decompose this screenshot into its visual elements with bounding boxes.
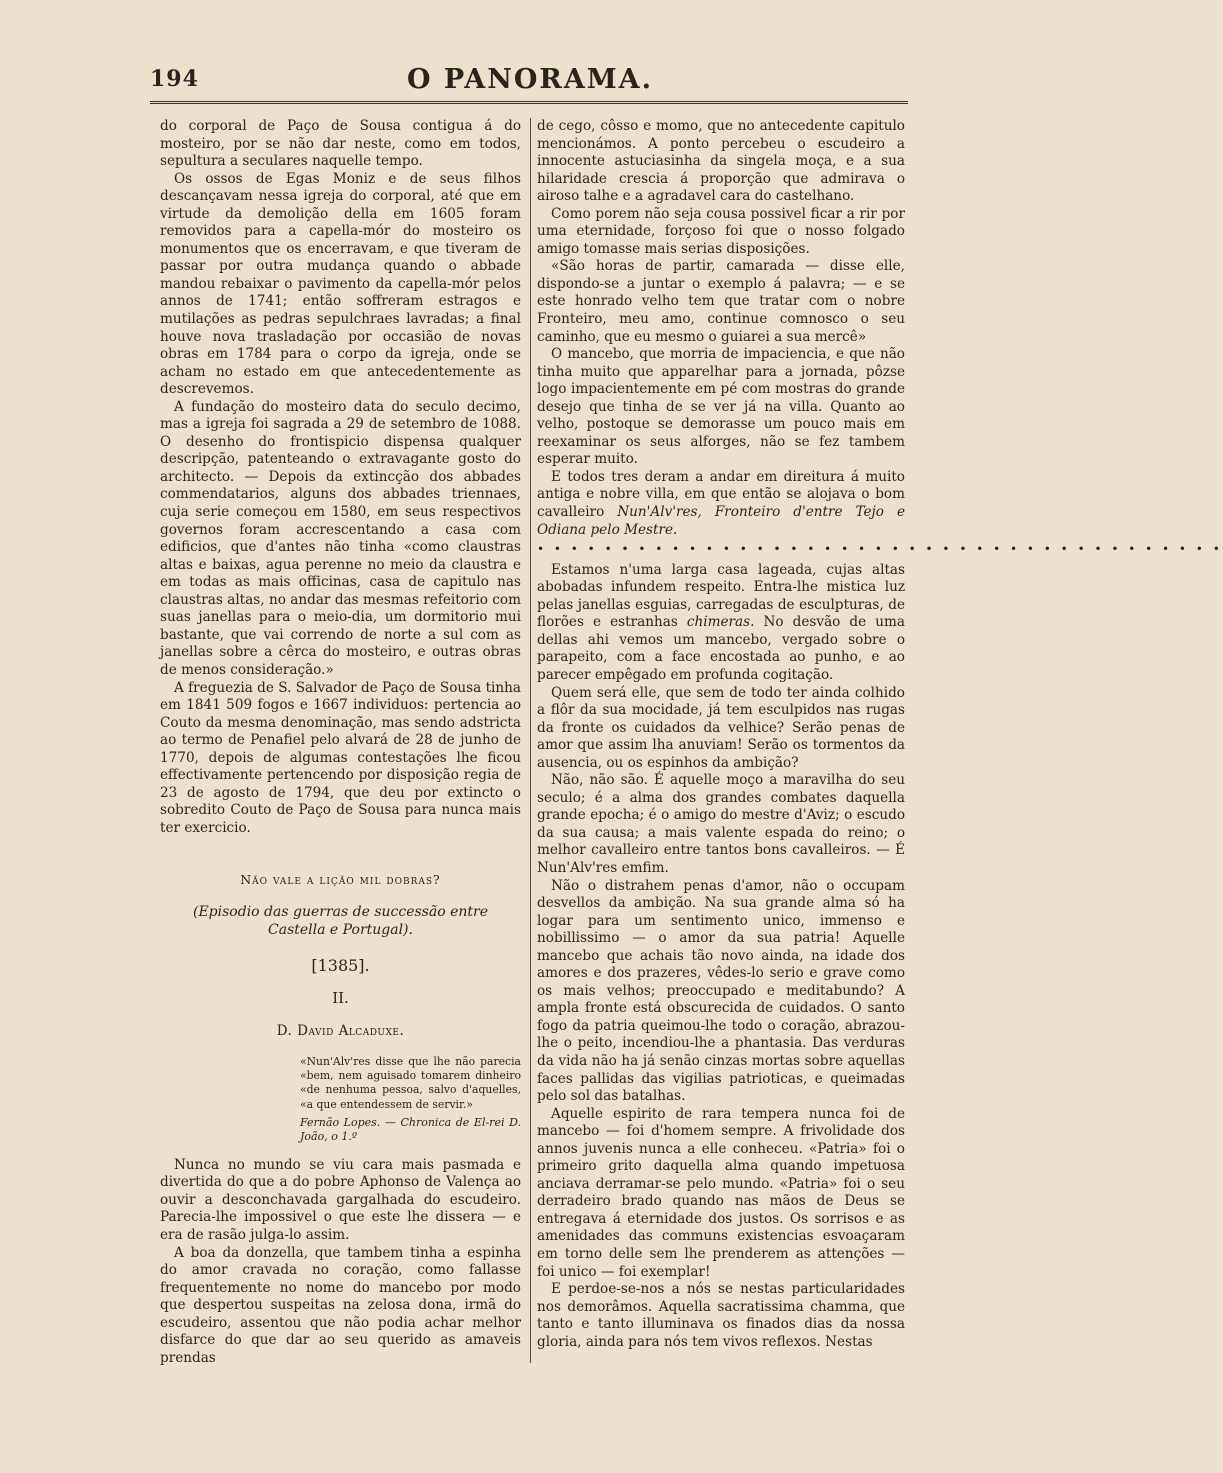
left-column [160,118,521,1367]
paragraph-text: Estamos n'uma larga casa lageada, cujas altas abobadas infundem respeito. Entra-lhe mistica luz pelas janellas esguias, carregadas de esculpturas, de florões e estranhas [537,561,905,631]
paragraph: Nunca no mundo se viu cara mais pasmada e divertida do que a do pobre Aphonso de Valença ao ouvir a desconchavada gargalhada do escudeiro. Parecia-lhe impossivel o que este lhe dissera — e era de rasão julga-lo assim. [160,1156,521,1243]
page-number: 194 [150,66,199,92]
author-name: D. David Alcaduxe. [276,1023,405,1040]
header-rule [150,101,908,104]
paragraph: de cego, côsso e momo, que no antecedente capitulo mencionámos. A ponto percebeu o escudeiro a innocente astuciasinha da singela moça, e a sua hilaridade crescia á proporção que admirava o airoso talhe e a agradavel cara do castelhano. [537,118,905,205]
paragraph: do corporal de Paço de Sousa contigua á do mosteiro, por se não dar neste, como em todos, sepultura a seculares naquelle tempo. [160,118,521,170]
column-divider [530,118,531,1363]
paragraph: Aquelle espirito de rara tempera nunca foi de mancebo — foi d'homem sempre. A frivolidade dos annos juvenis nunca a elle conheceu. «Patria» foi o primeiro grito daquella alma quando impetuosa anciava derramar-se pelo mundo. «Patria» foi o seu derradeiro brado quando nas mãos de Deus se entregava á eternidade dos justos. Os sorrisos e as amenidades das communs existencias esvoaçaram em torno delle sem lhe prenderem as attenções — foi unico — foi exemplar! [537,1105,905,1280]
epigraph: «Nun'Alv'res disse que lhe não parecia «bem, nem aguisado tomarem dinheiro «de nenhuma pessoa, salvo d'aquelles, «a que entendessem de servir.» [300,1054,521,1111]
paragraph-italic: Nun'Alv'res, Fronteiro d'entre Tejo e Odiana pelo Mestre. [537,504,906,538]
section-divider-dots: • • • • • • • • • • • • • • • • • • • • • • • • • • • • • • • • • • • • • • • • • [537,542,1223,557]
section-year: [1385]. [311,955,370,975]
chapter-number: II. [332,988,349,1007]
paragraph: A boa da donzella, que tambem tinha a espinha do amor cravada no coração, como fallasse frequentemente no nome do mancebo por modo que despertou suspeitas na zelosa dona, irmã do escudeiro, assentou que não podia achar melhor disfarce do que dar ao seu querido as amaveis prendas [160,1244,521,1366]
paragraph-text: . No desvão de uma dellas ahi vemos um mancebo, vergado sobre o parapeito, com a face encostada ao punho, e ao parecer empêgado em profunda cogitação. [537,614,905,683]
section-subtitle: (Episodio das guerras de successão entre Castella e Portugal). [193,903,488,938]
paragraph: Como porem não seja cousa possivel ficar a rir por uma eternidade, forçoso foi que o nosso folgado amigo tomasse mais serias disposições. [537,205,905,257]
paragraph: Os ossos de Egas Moniz e de seus filhos descançavam nessa igreja do corporal, até que em virtude da demolição della em 1605 foram removidos para a capella-mór do mosteiro os monumentos que os encerravam, e que tiveram de passar por outra mudança quando o abbade mandou rebaixar o pavimento da capella-mór pelos annos de 1741; então soffreram estragos e mutilações as pedras sepulchraes lavradas; a final houve nova trasladação por occasião de novas obras em 1784 para o corpo da igreja, onde se acham no estado em que antecedentemente as descrevemos. [160,170,521,398]
paragraph-italic: chimeras [686,614,751,631]
epigraph-source: Fernão Lopes. — Chronica de El-rei D. João, o 1.º [300,1115,521,1144]
paragraph: Não, não são. É aquelle moço a maravilha do seu seculo; é a alma dos grandes combates daquella grande epocha; é o amigo do mestre d'Aviz; o escudo da sua causa; a mais valente espada do reino; o melhor cavalleiro entre tantos bons cavalleiros. — É Nun'Alv'res emfim. [537,772,905,876]
paragraph [537,469,905,539]
paragraph: E perdoe-se-nos a nós se nestas particularidades nos demorâmos. Aquella sacratissima chamma, que tanto e tanto illuminava os finados dias da nossa gloria, ainda para nós tem vivos reflexos. Nestas [537,1281,905,1350]
paragraph: Não o distrahem penas d'amor, não o occupam desvellos da ambição. Na sua grande alma só ha logar para um sentimento unico, immenso e nobillissimo — o amor da sua patria! Aquelle mancebo que achais tão novo ainda, na idade dos amores e dos prazeres, vêdes-lo serio e grave como os mais velhos; preoccupado e meditabundo? A ampla fronte está obscurecida de cuidados. O santo fogo da patria queimou-lhe todo o coração, abrazou-lhe o peito, incendiou-lhe a phantasia. Das verduras da vida não ha já senão cinzas mortas sobre aquellas faces pallidas das vigilias patrioticas, e queimadas pelo sol das batalhas. [537,877,905,1105]
paragraph: Quem será elle, que sem de todo ter ainda colhido a flôr da sua mocidade, já tem esculpidos nas rugas da fronte os cuidados da velhice? Serão penas de amor que assim lha anuviam! Serão os tormentos da ausencia, ou os espinhos da ambição? [537,684,905,771]
paragraph: «São horas de partir, camarada — disse elle, dispondo-se a juntar o exemplo á palavra; — e se este honrado velho tem que tratar com o nobre Fronteiro, meu amo, continue comnosco o seu caminho, que eu mesmo o guiarei a sua mercê» [537,258,905,345]
paragraph [537,562,905,685]
paragraph: A fundação do mosteiro data do seculo decimo, mas a igreja foi sagrada a 29 de setembro de 1088. O desenho do frontispicio dispensa qualquer descripção, patenteando o extravagante gosto do architecto. — Depois da extincção dos abbades commendatarios, alguns dos abbades triennaes, cuja serie começou em 1580, em seus respectivos governos foram accrescentando a casa com edificios, que d'antes não tinha «como claustras altas e baixas, agua perenne no meio da claustra e em todas as mais officinas, casa de capitulo nas claustras altas, no andar das mesmas refeitorio com suas janellas para o meio-dia, um dormitorio mui bastante, que vai correndo de norte a sul com as janellas sobre a cêrca do mosteiro, e outras obras de menos consideração.» [160,398,521,678]
page-header [150,62,910,98]
paragraph: O mancebo, que morria de impaciencia, e que não tinha muito que apparelhar para a jornada, pôzse logo impacientemente em pé com mostras do grande desejo que tinha de se ver já na villa. Quanto ao velho, postoque se demorasse um pouco mais em reexaminar os seus alforges, não se fez tambem esperar muito. [537,346,905,468]
section-title: Não vale a lição mil dobras? [240,872,441,888]
journal-title: O PANORAMA. [406,64,654,95]
paragraph: A freguezia de S. Salvador de Paço de Sousa tinha em 1841 509 fogos e 1667 individuos: pertencia ao Couto da mesma denominação, mas sendo adstricta ao termo de Penafiel pelo alvará de 28 de junho de 1770, depois de algumas contestações lhe ficou effectivamente pertencendo por disposição regia de 23 de agosto de 1794, que deu por extincto o sobredito Couto de Paço de Sousa para nunca mais ter exercicio. [160,679,521,836]
right-column [537,118,1223,1351]
paragraph-text: E todos tres deram a andar em direitura á muito antiga e nobre villa, em que então se alojava o bom cavalleiro [537,468,905,521]
